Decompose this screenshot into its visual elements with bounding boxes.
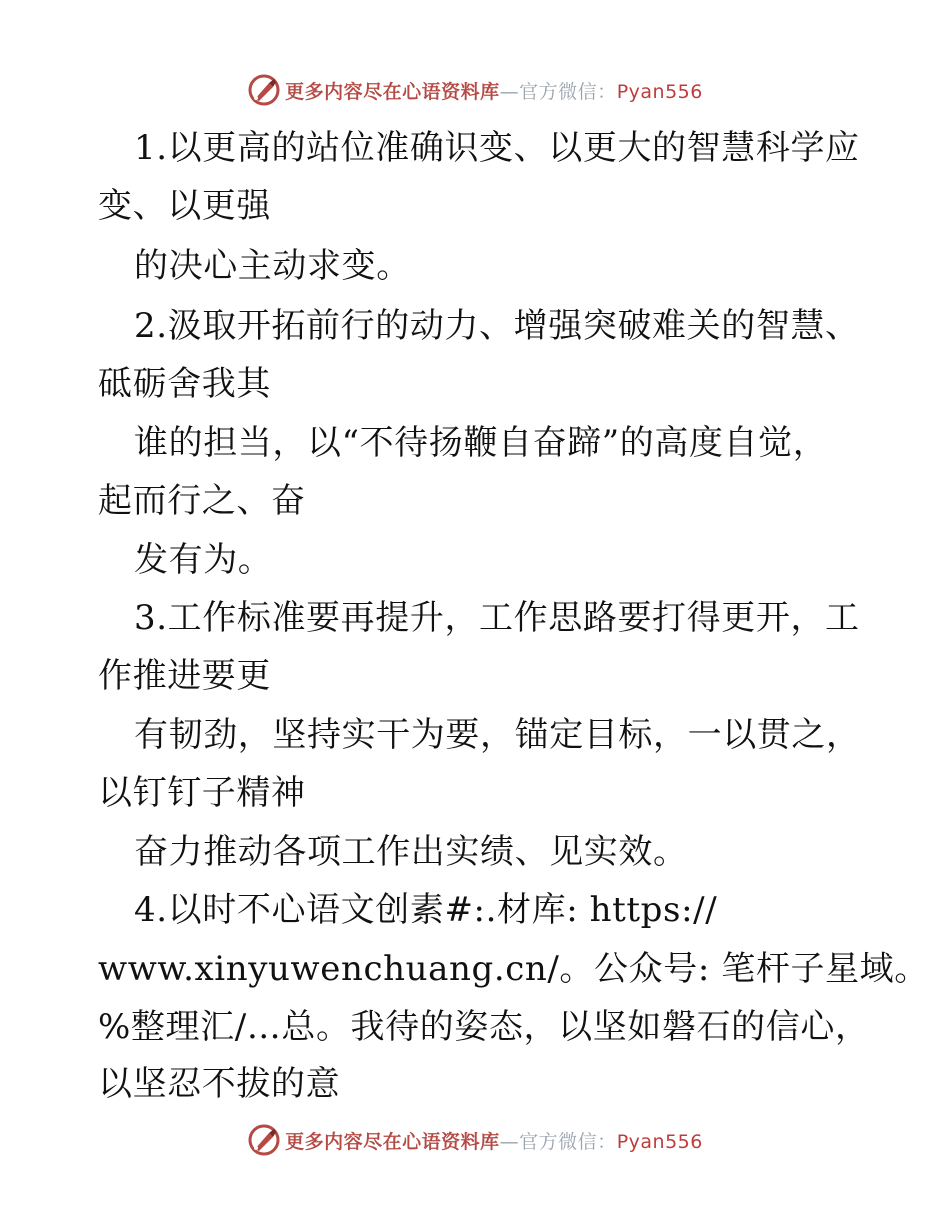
text-line: 奋力推动各项工作出实绩、见实效。 [134,832,688,872]
banner-title: 更多内容尽在心语资料库 [285,80,500,103]
text-line: 以坚忍不拔的意 [98,1064,341,1104]
banner-title: 更多内容尽在心语资料库 [285,1130,500,1153]
text-line: 有韧劲，坚持实干为要，锚定目标，一以贯之， [134,715,861,755]
text-line: %整理汇/…总。我待的姿态，以坚如磐石的信心， [98,1007,870,1047]
banner-wechat-id: Pyan556 [616,80,703,103]
text-line: www.xinyuwenchuang.cn/。公众号: 笔杆子星域。 [98,949,929,989]
pen-logo-icon [247,73,281,107]
banner-wechat-label: —官方微信： [499,80,617,103]
text-line: 以钉钉子精神 [98,773,306,813]
banner-wechat-label: —官方微信： [499,1130,617,1153]
text-line: 谁的担当，以“不待扬鞭自奋蹄”的高度自觉， [134,423,828,463]
banner-wechat-id: Pyan556 [616,1130,703,1153]
text-line: 作推进要更 [98,656,271,696]
text-line: 1.以更高的站位准确识变、以更大的智慧科学应 [134,128,860,168]
text-line: 的决心主动求变。 [134,246,411,286]
text-line: 砥砺舍我其 [98,364,271,404]
footer-banner [0,1122,950,1158]
header-banner [0,72,950,108]
text-line: 4.以时不心语文创素#:.材库: https:// [134,890,718,930]
text-line: 起而行之、奋 [98,481,306,521]
text-line: 变、以更强 [98,186,271,226]
text-line: 3.工作标准要再提升，工作思路要打得更开，工 [134,598,860,638]
text-line: 发有为。 [134,540,273,580]
pen-logo-icon [247,1123,281,1157]
text-line: 2.汲取开拓前行的动力、增强突破难关的智慧、 [134,306,860,346]
